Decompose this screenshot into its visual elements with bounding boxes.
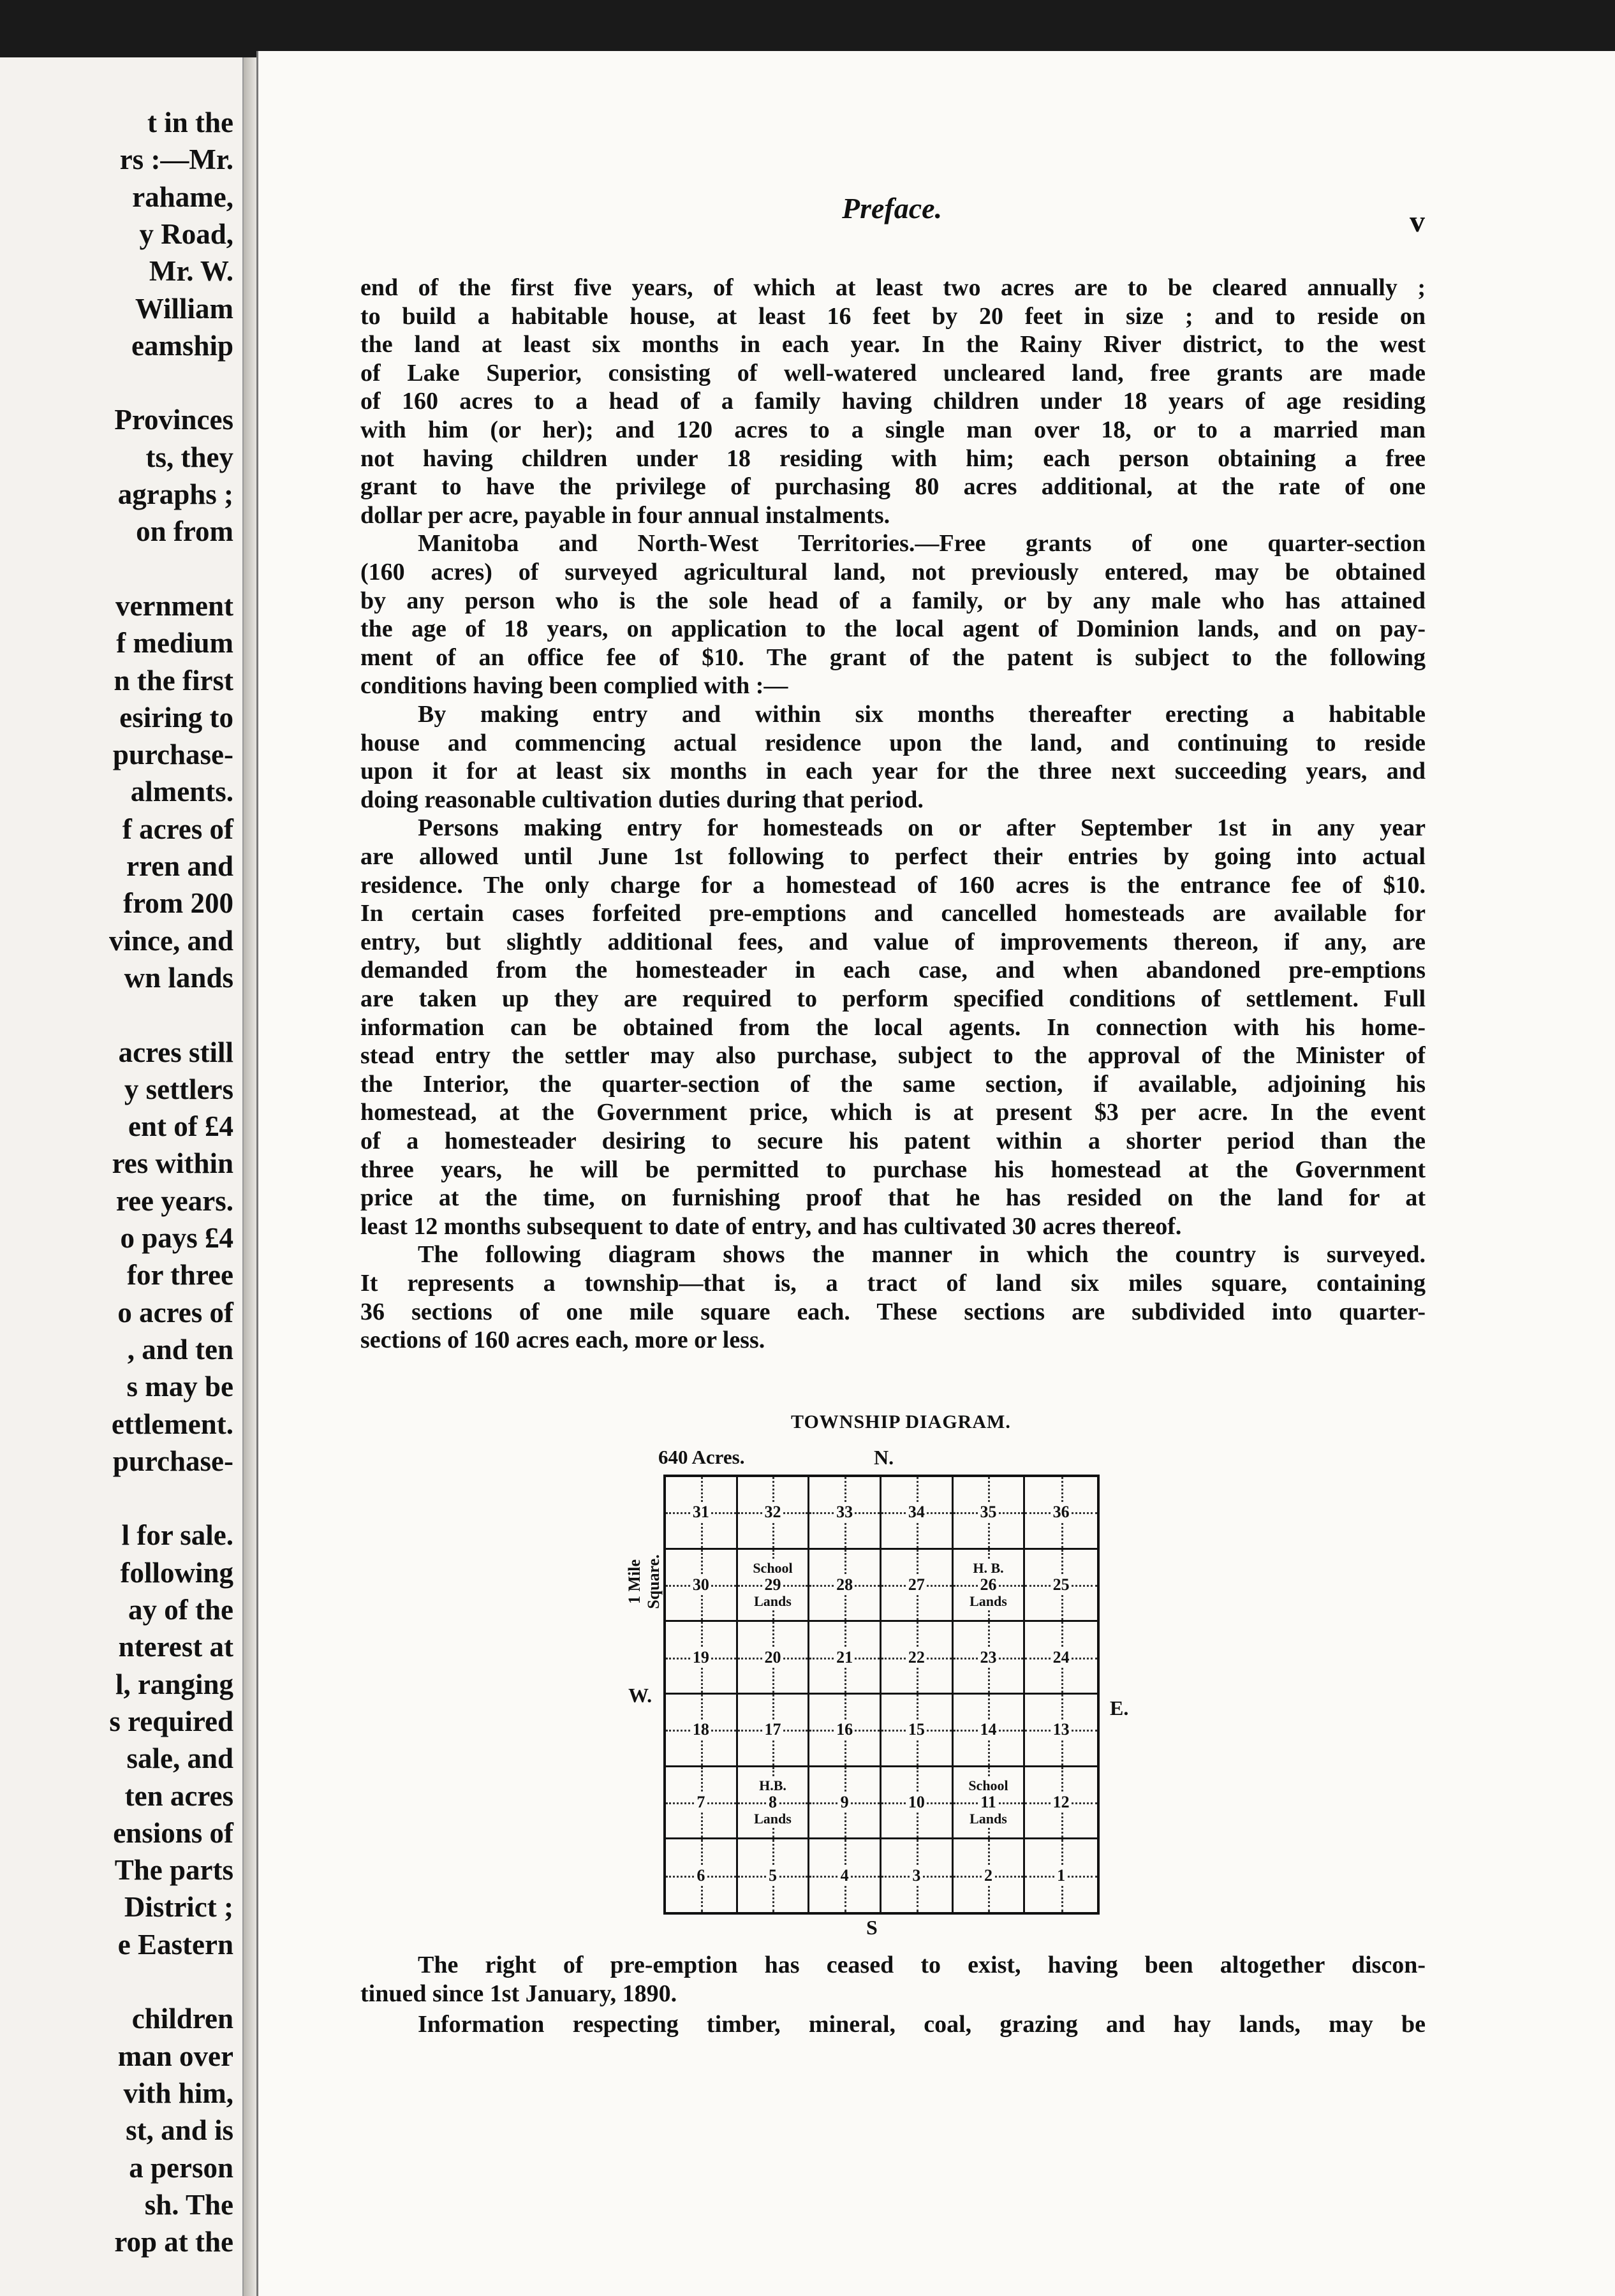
section-number: 32 (764, 1503, 781, 1522)
body-line: information can be obtained from the local agents. In connection with his home- (360, 1013, 1426, 1041)
township-section (809, 1695, 881, 1767)
township-section (881, 1839, 954, 1912)
facing-page-line: ensions of (113, 1816, 233, 1849)
section-number: 25 (1052, 1575, 1070, 1594)
facing-page-line: William (135, 292, 233, 325)
facing-page-line: man over (117, 2040, 233, 2072)
facing-page-fragment (0, 57, 244, 2296)
township-section (1025, 1622, 1097, 1695)
section-number: 19 (692, 1647, 709, 1667)
body-line: residence. The only charge for a homestead of 160 acres is the entrance fee of $10. (360, 871, 1426, 899)
section-number: 29 (764, 1575, 781, 1594)
body-line: ment of an office fee of $10. The grant of the patent is subject to the following (360, 644, 1426, 671)
section-number: 14 (980, 1720, 997, 1739)
facing-page-line: The parts (114, 1854, 233, 1887)
township-section (809, 1767, 881, 1840)
township-section (954, 1695, 1026, 1767)
body-line: house and commencing actual residence upon the land, and continuing to reside (360, 729, 1426, 756)
section-reserve-label: H.B. (759, 1777, 786, 1793)
diagram-south-label: S (866, 1916, 878, 1939)
body-line: end of the first five years, of which at least two acres are to be cleared annually ; (360, 274, 1426, 301)
section-number: 35 (980, 1503, 997, 1522)
diagram-acres-label: 640 Acres. (658, 1446, 745, 1468)
section-number: 10 (908, 1792, 925, 1811)
section-reserve-label: School (753, 1559, 793, 1576)
facing-page-line: sh. The (144, 2188, 233, 2221)
township-section (881, 1477, 954, 1550)
body-line: 36 sections of one mile square each. These sections are subdivided into quarter- (360, 1298, 1426, 1325)
body-line: By making entry and within six months thereafter erecting a habitable (418, 701, 1426, 728)
facing-page-line: ent of £4 (128, 1110, 233, 1143)
section-number: 4 (840, 1866, 849, 1885)
facing-page-line: ts, they (145, 441, 233, 473)
section-reserve-label: H. B. (973, 1559, 1004, 1576)
body-line: price at the time, on furnishing proof that he has resided on the land for at (360, 1184, 1426, 1212)
facing-page-line: vince, and (108, 924, 233, 957)
township-section (954, 1550, 1026, 1623)
closing-line: Information respecting timber, mineral, coal, grazing and hay lands, may be (418, 2011, 1426, 2038)
body-line: It represents a township—that is, a tract of land six miles square, containing (360, 1270, 1426, 1297)
facing-page-line: Mr. W. (149, 255, 233, 288)
township-section (881, 1767, 954, 1840)
section-number: 30 (692, 1575, 709, 1594)
township-section (738, 1477, 810, 1550)
township-section (1025, 1477, 1097, 1550)
facing-page-line: nterest at (118, 1631, 233, 1663)
section-number: 27 (908, 1575, 925, 1594)
facing-page-line: Provinces (114, 404, 233, 436)
section-number: 23 (980, 1647, 997, 1667)
section-number: 1 (1057, 1866, 1066, 1885)
diagram-title: TOWNSHIP DIAGRAM. (791, 1411, 1011, 1432)
facing-page-line: for three (126, 1259, 233, 1292)
facing-page-line: , and ten (127, 1333, 233, 1365)
body-line: doing reasonable cultivation duties during that period. (360, 786, 924, 813)
mile-label-line-2: Square. (644, 1554, 663, 1609)
township-section (809, 1622, 881, 1695)
township-section (954, 1839, 1026, 1912)
section-number: 31 (692, 1503, 709, 1522)
closing-line: The right of pre-emption has ceased to exist, having been altogether discon- (418, 1952, 1426, 1978)
diagram-north-label: N. (874, 1446, 894, 1469)
township-section (666, 1622, 738, 1695)
section-number: 6 (697, 1866, 705, 1885)
body-line: to build a habitable house, at least 16 feet by 20 feet in size ; and to reside on (360, 302, 1426, 330)
facing-page-line: eamship (131, 329, 233, 362)
facing-page-line: following (120, 1556, 233, 1589)
facing-page-line: f acres of (122, 813, 233, 845)
facing-page-line: children (131, 2003, 233, 2035)
township-section (1025, 1695, 1097, 1767)
book-gutter (244, 57, 256, 2296)
facing-page-line: l for sale. (121, 1519, 233, 1552)
township-section (881, 1695, 954, 1767)
township-section (666, 1477, 738, 1550)
body-line: the age of 18 years, on application to the local agent of Dominion lands, and on pay- (360, 615, 1426, 643)
township-section (954, 1622, 1026, 1695)
body-line: stead entry the settler may also purchase, subject to the approval of the Minister of (360, 1042, 1426, 1070)
section-number: 11 (980, 1792, 996, 1811)
body-line: In certain cases forfeited pre-emptions and cancelled homesteads are available for (360, 900, 1426, 927)
body-line: the land at least six months in each year. In the Rainy River district, to the west (360, 331, 1426, 358)
section-number: 24 (1052, 1647, 1070, 1667)
township-section (738, 1622, 810, 1695)
section-number: 5 (768, 1866, 777, 1885)
section-lands-label: Lands (970, 1810, 1007, 1827)
facing-page-line: res within (112, 1147, 233, 1180)
township-section (1025, 1767, 1097, 1840)
facing-page-line: District ; (124, 1891, 233, 1924)
facing-page-line: ten acres (124, 1779, 233, 1812)
section-number: 36 (1052, 1503, 1070, 1522)
page-number: v (1410, 205, 1425, 239)
body-line: entry, but slightly additional fees, and value of improvements thereon, if any, are (360, 928, 1426, 955)
body-line: with him (or her); and 120 acres to a single man over 18, or to a married man (360, 416, 1426, 443)
section-number: 2 (984, 1866, 992, 1885)
body-line: least 12 months subsequent to date of entry, and has cultivated 30 acres thereof. (360, 1212, 1182, 1240)
facing-page-line: sale, and (126, 1742, 233, 1775)
body-line: upon it for at least six months in each year for the three next succeeding years, and (360, 758, 1426, 785)
township-section (738, 1839, 810, 1912)
body-line: of Lake Superior, consisting of well-watered uncleared land, free grants are made (360, 359, 1426, 386)
township-section (666, 1550, 738, 1623)
facing-page-line: s may be (126, 1371, 233, 1403)
running-head: Preface. (842, 192, 943, 224)
diagram-east-label: E. (1110, 1696, 1129, 1719)
facing-page-line: purchase- (112, 739, 233, 771)
facing-page-line: alments. (130, 776, 233, 808)
facing-page-line: st, and is (126, 2114, 233, 2147)
facing-page-line: on from (136, 515, 233, 548)
township-section (738, 1695, 810, 1767)
section-number: 21 (836, 1647, 853, 1667)
section-number: 8 (768, 1792, 777, 1811)
township-section (738, 1550, 810, 1623)
section-number: 33 (836, 1503, 853, 1522)
body-line: not having children under 18 residing with him; each person obtaining a free (360, 445, 1426, 472)
section-number: 26 (980, 1575, 997, 1594)
section-number: 9 (840, 1792, 849, 1811)
facing-page-line: agraphs ; (117, 478, 233, 510)
body-line: grant to have the privilege of purchasing 80 acres additional, at the rate of one (360, 473, 1426, 501)
facing-page-line: vernment (115, 589, 233, 622)
body-line: Manitoba and North-West Territories.—Free grants of one quarter-section (418, 530, 1426, 557)
facing-page-line: wn lands (124, 961, 233, 994)
section-number: 34 (908, 1503, 925, 1522)
section-number: 13 (1052, 1720, 1070, 1739)
section-reserve-label: School (968, 1777, 1008, 1793)
facing-page-line: a person (129, 2151, 233, 2184)
section-lands-label: Lands (754, 1593, 792, 1609)
facing-page-line: ay of the (128, 1594, 233, 1626)
facing-page-line: from 200 (123, 887, 233, 920)
section-number: 15 (908, 1720, 925, 1739)
facing-page-line: y Road, (139, 217, 233, 250)
facing-page-line: f medium (116, 627, 233, 659)
facing-page-line: o acres of (117, 1296, 233, 1328)
body-line: the Interior, the quarter-section of the same section, if available, adjoining his (360, 1070, 1426, 1098)
facing-page-line: rs :—Mr. (119, 144, 233, 176)
body-line: of a homesteader desiring to secure his patent within a shorter period than the (360, 1128, 1426, 1154)
body-line: demanded from the homesteader in each case, and when abandoned pre-emptions (360, 957, 1426, 984)
township-section (809, 1550, 881, 1623)
body-line: are allowed until June 1st following to perfect their entries by going into actual (360, 843, 1426, 870)
body-line: sections of 160 acres each, more or less. (360, 1327, 765, 1354)
township-grid (663, 1475, 1100, 1915)
facing-page-line: n the first (114, 664, 233, 696)
section-number: 3 (912, 1866, 921, 1885)
facing-page-line: purchase- (112, 1445, 233, 1477)
township-section (809, 1477, 881, 1550)
facing-page-line: rren and (126, 850, 233, 882)
township-section (881, 1550, 954, 1623)
section-number: 16 (836, 1720, 853, 1739)
closing-line: tinued since 1st January, 1890. (360, 1980, 677, 2007)
facing-page-line: e Eastern (117, 1928, 233, 1961)
section-number: 12 (1052, 1792, 1070, 1811)
facing-page-line: y settlers (124, 1073, 233, 1105)
diagram-mile-label (625, 1531, 663, 1633)
body-line: by any person who is the sole head of a family, or by any male who has attained (360, 587, 1426, 614)
mile-label-line-1: 1 Mile (625, 1559, 644, 1605)
township-section (738, 1767, 810, 1840)
facing-page-line: vith him, (123, 2077, 233, 2109)
section-number: 22 (908, 1647, 925, 1667)
body-line: are taken up they are required to perform specified conditions of settlement. Full (360, 985, 1426, 1012)
body-line: dollar per acre, payable in four annual instalments. (360, 501, 890, 529)
facing-page-line: rahame, (132, 180, 233, 213)
body-line: homestead, at the Government price, which is at present $3 per acre. In the event (360, 1099, 1426, 1126)
facing-page-line: ettlement. (111, 1408, 233, 1440)
body-line: (160 acres) of surveyed agricultural land, not previously entered, may be obtained (360, 559, 1426, 585)
facing-page-line: s required (109, 1705, 233, 1737)
township-section (666, 1695, 738, 1767)
facing-page-line: acres still (118, 1036, 233, 1068)
township-section (809, 1839, 881, 1912)
township-section (954, 1767, 1026, 1840)
section-number: 20 (764, 1647, 781, 1667)
township-section (881, 1622, 954, 1695)
township-section (666, 1839, 738, 1912)
township-section (666, 1767, 738, 1840)
township-section (1025, 1550, 1097, 1623)
facing-page-line: esiring to (119, 701, 233, 733)
section-lands-label: Lands (754, 1810, 792, 1827)
facing-page-line: t in the (147, 107, 233, 138)
body-line: The following diagram shows the manner in which the country is surveyed. (418, 1241, 1426, 1269)
facing-page-line: ree years. (115, 1184, 233, 1217)
township-section (954, 1477, 1026, 1550)
section-lands-label: Lands (970, 1593, 1007, 1609)
body-line: three years, he will be permitted to purchase his homestead at the Government (360, 1156, 1426, 1183)
township-section (1025, 1839, 1097, 1912)
section-number: 18 (692, 1720, 709, 1739)
body-line: Persons making entry for homesteads on or after September 1st in any year (418, 814, 1426, 842)
section-number: 7 (697, 1792, 705, 1811)
section-number: 17 (764, 1720, 781, 1739)
body-line: of 160 acres to a head of a family having children under 18 years of age residing (360, 388, 1426, 415)
facing-page-line: rop at the (114, 2226, 233, 2258)
facing-page-line: l, ranging (115, 1668, 233, 1700)
body-line: conditions having been complied with :— (360, 672, 788, 700)
facing-page-line: o pays £4 (120, 1222, 233, 1254)
diagram-west-label: W. (628, 1684, 653, 1707)
section-number: 28 (836, 1575, 853, 1594)
